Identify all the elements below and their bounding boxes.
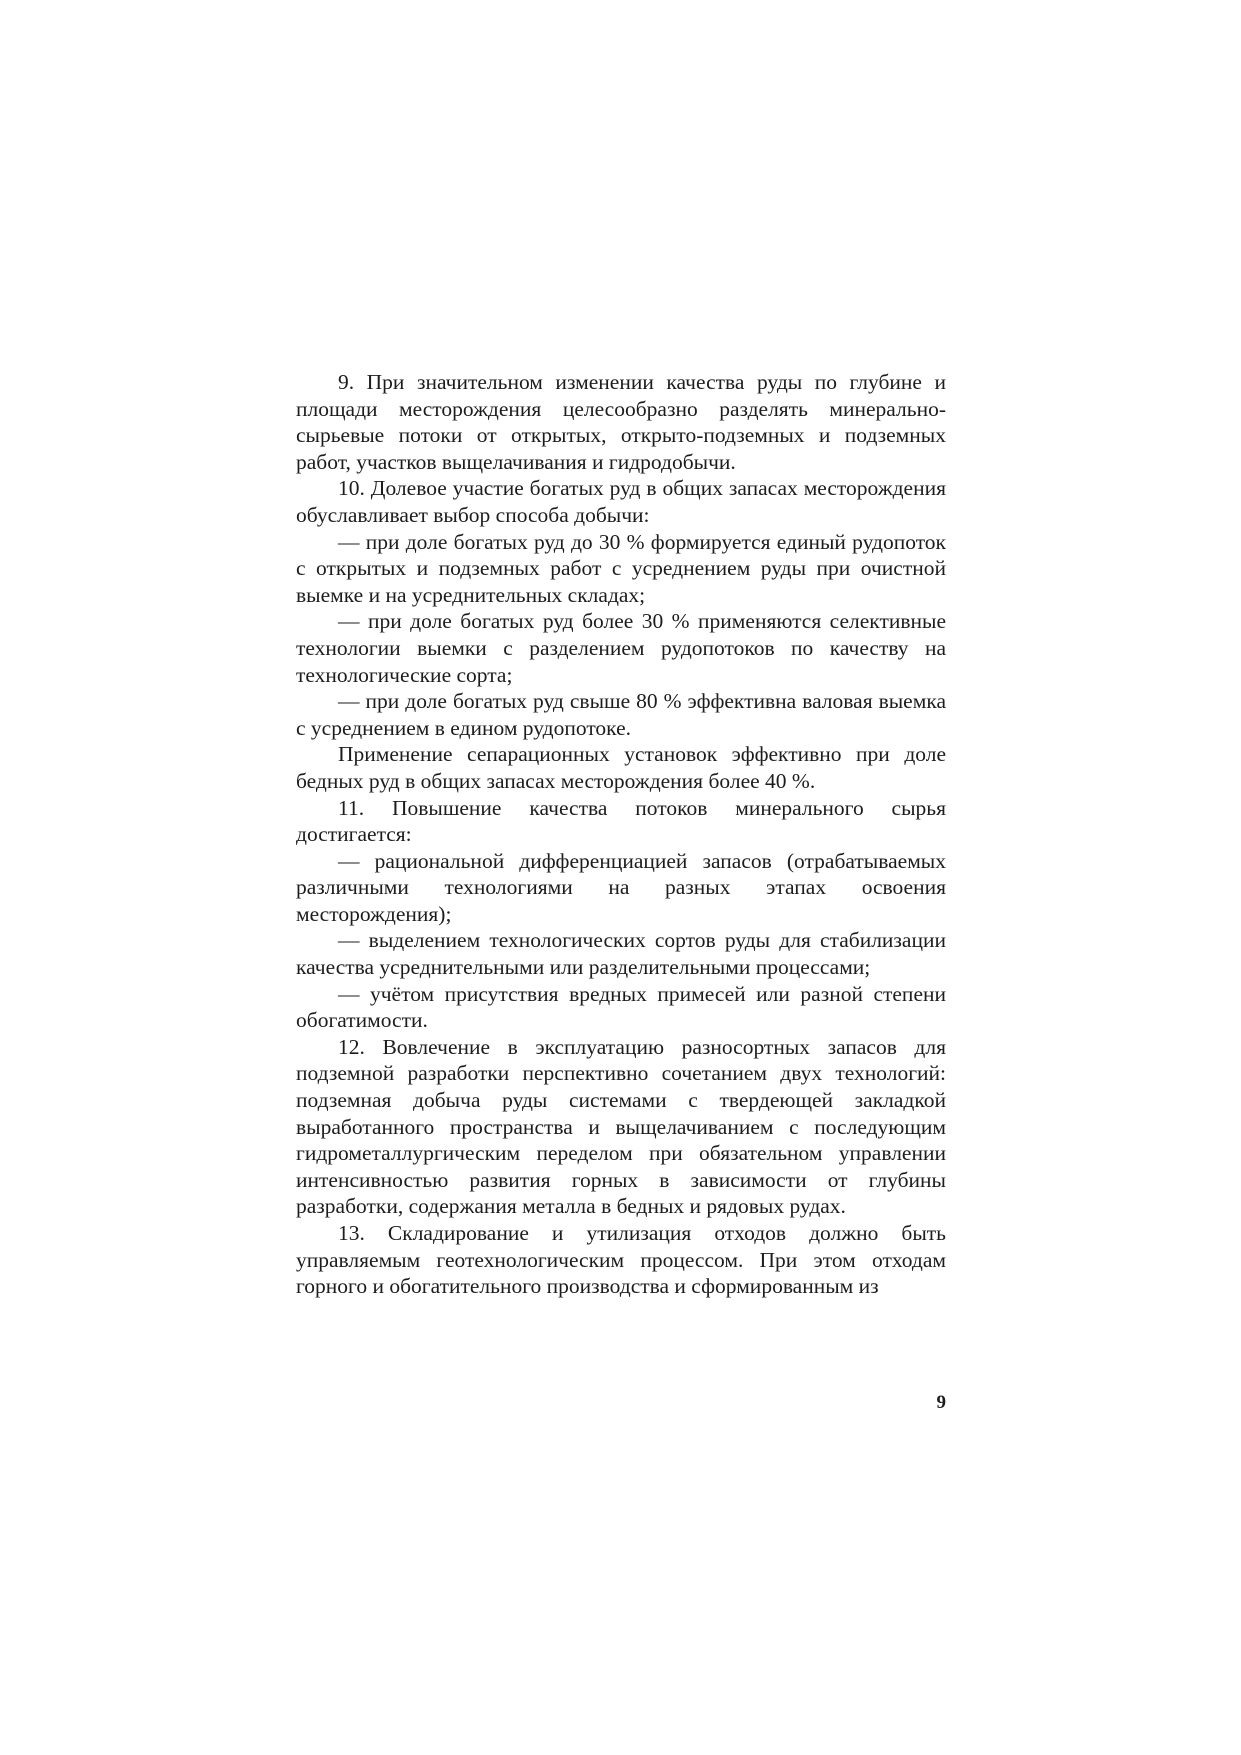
paragraph-13: 13. Складирование и утилизация отходов должно быть управляемым геотехнологическим процессом. При этом отходам горного и обогатительного производства и сформированным из [296,1221,946,1299]
paragraph-10: 10. Долевое участие богатых руд в общих запасах месторождения обуславливает выбор способа добычи: [296,476,946,527]
paragraph-11: 11. Повышение качества потоков минерального сырья достигается: [296,795,946,847]
list-item-technological-sorts: — выделением технологических сортов руды для стабилизации качества усреднительными или разделительными процессами; [296,928,946,980]
list-item-over-80: — при доле богатых руд свыше 80 % эффективна валовая выемка с усреднением в едином рудопотоке. [296,689,946,740]
list-item-differentiation: — рациональной дифференциацией запасов (отрабатываемых различными технологиями на разных этапах освоения месторождения); [296,848,946,926]
body-text [296,369,946,1300]
page-number: 9 [936,1392,946,1413]
paragraph-12: 12. Вовлечение в эксплуатацию разносортных запасов для подземной разработки перспективно сочетанием двух технологий: подземная добыча руды системами с твердеющей закладкой выработанного пространства и выщелачиванием с последующим гидрометаллургическим переделом при обязательном управлении интенсивностью развития горных в зависимости от глубины разработки, содержания металла в бедных и рядовых рудах. [296,1034,946,1219]
list-item-impurities: — учётом присутствия вредных примесей или разной степени обогатимости. [296,981,946,1033]
paragraph-separation: Применение сепарационных установок эффективно при доле бедных руд в общих запасах месторождения более 40 %. [296,742,946,793]
paragraph-9: 9. При значительном изменении качества руды по глубине и площади месторождения целесообразно разделять минерально-сырьевые потоки от открытых, открыто-подземных и подземных работ, участков выщелачивания и гидродобычи. [296,370,946,474]
list-item-up-to-30: — при доле богатых руд до 30 % формируется единый рудопоток с открытых и подземных работ с усреднением руды при очистной выемке и на усреднительных складах; [296,529,946,607]
list-item-over-30: — при доле богатых руд более 30 % применяются селективные технологии выемки с разделением рудопотоков по качеству на технологические сорта; [296,609,946,687]
